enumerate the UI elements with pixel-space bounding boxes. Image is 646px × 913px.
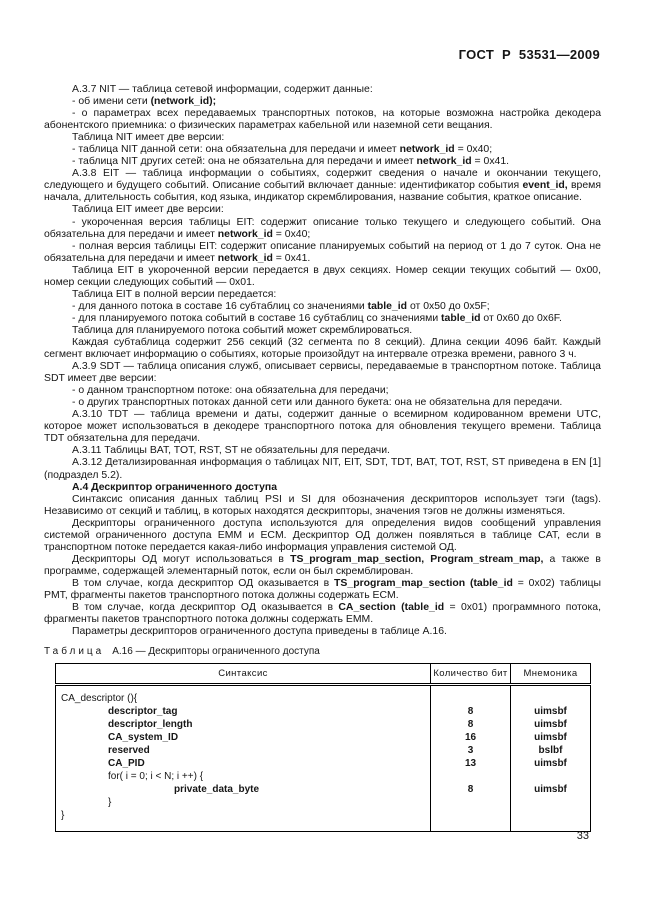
paragraph: - полная версия таблицы EIT: содержит описание планируемых событий на период от 1 до 7 суток. Она не обязательна для передачи и имеет network_id = 0x41. xyxy=(44,240,601,264)
bits-value: 16 xyxy=(464,732,477,744)
paragraph: - о параметрах всех передаваемых транспортных потоков, на которые возможна настройка декодера абонентского приемника: о физических параметрах кабельной или наземной сети вещания. xyxy=(44,108,601,132)
paragraph: А.3.7 NIT — таблица сетевой информации, содержит данные: xyxy=(72,84,373,95)
bits-value xyxy=(431,796,510,809)
paragraph: Дескрипторы ОД могут использоваться в TS_program_map_section, Program_stream_map, а также в программе, содержащей элементарный поток, если он был скремблирован. xyxy=(44,553,601,577)
bits-cell xyxy=(431,685,511,832)
mnemonic-value: uimsbf xyxy=(534,784,567,796)
column-header-mnemonic: Мнемоника xyxy=(511,664,591,685)
syntax-line: private_data_byte xyxy=(174,784,260,796)
mnemonic-value xyxy=(511,796,590,809)
paragraph: В том случае, когда дескриптор ОД оказывается в CA_section (table_id = 0x01) программного потока, фрагменты пакетов транспортного потока должны содержать EMM. xyxy=(44,602,601,626)
mnemonic-value xyxy=(511,692,590,705)
syntax-line: descriptor_tag xyxy=(108,706,178,718)
paragraph: А.3.8 EIT — таблица информации о событиях, содержит сведения о начале и окончании текущего, следующего и будущего событий. Описание событий включает данные: идентификатор события event_id, время начала, длительность события, код языка, индикатор скремблирования, название события, краткое описание. xyxy=(44,168,601,204)
mnemonic-value xyxy=(511,770,590,783)
paragraph: А.3.11 Таблицы BAT, TOT, RST, ST не обязательны для передачи. xyxy=(72,445,390,457)
column-header-syntax: Синтаксис xyxy=(56,664,431,685)
bits-value xyxy=(431,692,510,705)
paragraph: Таблица EIT в укороченной версии передается в двух секциях. Номер секции текущих событий — 0x00, номер секции следующих событий — 0x01. xyxy=(44,264,601,288)
mnemonic-value: uimsbf xyxy=(534,719,567,731)
paragraphs-container xyxy=(44,84,601,638)
paragraph: Синтаксис описания данных таблиц PSI и SI для обозначения дескрипторов использует тэги (tags). Независимо от секций и таблиц, в которых находятся дескрипторы, значения тэгов не должны изменяться. xyxy=(44,493,601,517)
paragraph: - об имени сети (network_id); xyxy=(72,96,217,108)
mnemonic-value: uimsbf xyxy=(534,706,567,718)
syntax-line: CA_system_ID xyxy=(108,732,179,744)
paragraph: - таблица NIT данной сети: она обязательна для передачи и имеет network_id = 0x40; xyxy=(72,144,493,156)
bits-value: 13 xyxy=(464,758,477,770)
mnemonic-cell xyxy=(511,685,591,832)
paragraph: Таблица EIT в полной версии передается: xyxy=(72,288,277,300)
syntax-line: descriptor_length xyxy=(108,719,193,731)
document-body xyxy=(44,84,601,832)
mnemonic-value: uimsbf xyxy=(534,732,567,744)
paragraph: Таблица NIT имеет две версии: xyxy=(72,132,225,144)
mnemonic-value xyxy=(511,809,590,822)
paragraph: Таблица для планируемого потока событий может скремблироваться. xyxy=(72,324,413,336)
syntax-line: } xyxy=(108,797,112,809)
table-header-row xyxy=(56,664,591,685)
syntax-line: for( i = 0; i < N; i ++) { xyxy=(108,771,204,783)
table-a16 xyxy=(55,663,591,832)
paragraph: - о данном транспортном потоке: она обязательна для передачи; xyxy=(72,385,389,397)
paragraph: А.3.10 TDT — таблица времени и даты, содержит данные о всемирном кодированном времени UTC, которое может использоваться в декодере транспортного потока для обновления текущего времени. Таблица TDT обязательна для передачи. xyxy=(44,409,601,445)
table-body-row xyxy=(56,685,591,832)
paragraph: - для планируемого потока событий в составе 16 субтаблиц со значениями table_id от 0x60 до 0x6F. xyxy=(72,312,562,324)
mnemonic-value: bslbf xyxy=(538,745,563,757)
bits-value: 8 xyxy=(467,719,474,731)
paragraph: - таблица NIT других сетей: она не обязательна для передачи и имеет network_id = 0x41. xyxy=(72,156,510,168)
syntax-cell xyxy=(56,685,431,832)
table-caption-title: А.16 — Дескрипторы ограниченного доступа xyxy=(112,646,320,658)
mnemonic-value: uimsbf xyxy=(534,758,567,770)
table-caption xyxy=(44,646,601,658)
bits-value xyxy=(431,809,510,822)
syntax-line: CA_PID xyxy=(108,758,145,770)
paragraph: Дескрипторы ограниченного доступа используются для определения видов сообщений управления системой ограниченного доступа EMM и ECM. Дескриптор ОД должен появляться в таблице CAT, если в транспортном потоке передается какая-либо информация управления системой ОД. xyxy=(44,517,601,553)
section-heading: А.4 Дескриптор ограниченного доступа xyxy=(72,481,278,493)
column-header-bits: Количество бит xyxy=(431,664,511,685)
bits-value: 3 xyxy=(467,745,474,757)
paragraph: Параметры дескрипторов ограниченного доступа приведены в таблице А.16. xyxy=(72,626,447,638)
bits-value xyxy=(431,770,510,783)
paragraph: - укороченная версия таблицы EIT: содержит описание только текущего и следующего событий. Она обязательна для передачи и имеет network_id = 0x40; xyxy=(44,216,601,240)
bits-value: 8 xyxy=(467,784,474,796)
paragraph: Таблица EIT имеет две версии: xyxy=(72,204,224,216)
table-caption-label: Таблица xyxy=(44,646,105,658)
paragraph: - о других транспортных потоках данной сети или данного букета: она не обязательна для передачи. xyxy=(72,397,563,409)
syntax-line: CA_descriptor (){ xyxy=(61,693,138,705)
syntax-line: reserved xyxy=(108,745,150,757)
bits-value: 8 xyxy=(467,706,474,718)
paragraph: - для данного потока в составе 16 субтаблиц со значениями table_id от 0x50 до 0x5F; xyxy=(72,300,490,312)
paragraph: А.3.12 Детализированная информация о таблицах NIT, EIT, SDT, TDT, BAT, TOT, RST, ST приведена в EN [1] (подраздел 5.2). xyxy=(44,457,601,481)
page-number: 33 xyxy=(576,830,589,842)
paragraph: Каждая субтаблица содержит 256 секций (32 сегмента по 8 секций). Длина секции 4096 байт. Каждый сегмент включает информацию о событиях, которые произойдут на интервале отрезка времени, равного 3 ч. xyxy=(44,336,601,361)
paragraph: А.3.9 SDT — таблица описания служб, описывает сервисы, передаваемые в транспортном потоке. Таблица SDT имеет две версии: xyxy=(44,361,601,385)
paragraph: В том случае, когда дескриптор ОД оказывается в TS_program_map_section (table_id = 0x02) таблицы PMT, фрагменты пакетов транспортного потока должны содержать ECM. xyxy=(44,577,601,601)
syntax-line: } xyxy=(61,810,65,822)
document-code: ГОСТ Р 53531—2009 xyxy=(458,47,600,62)
